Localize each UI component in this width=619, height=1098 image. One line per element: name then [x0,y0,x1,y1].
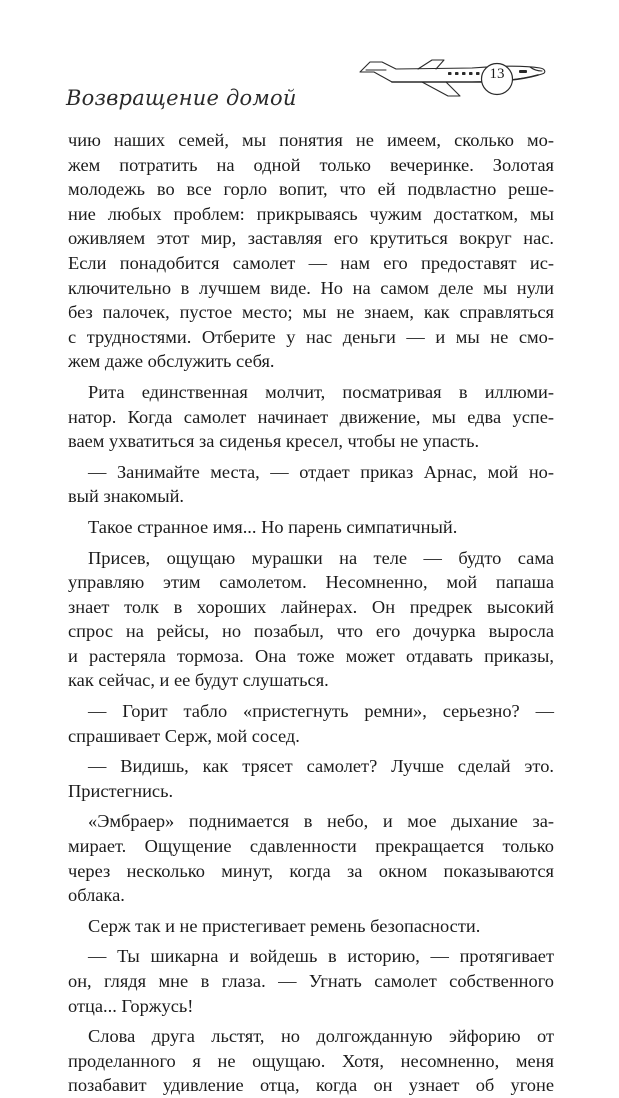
text-line: мирает. Ощущение сдавленности прекращается только [68,836,554,857]
text-line: — Видишь, как трясет самолет? Лучше сделай это. [88,756,554,777]
text-line: вый знакомый. [68,486,185,507]
text-line: как сейчас, и ее будут слушаться. [68,670,329,691]
text-line: Пристегнись. [68,780,174,801]
text-line: Серж так и не пристегивает ремень безопасности. [88,915,481,936]
text-line: оживляем этот мир, заставляя его крутиться вокруг нас. [68,228,554,249]
text-line: через несколько минут, когда за окном показываются [68,860,554,881]
text-line: — Занимайте места, — отдает приказ Арнас, мой но- [88,461,554,482]
text-line: отца... Горжусь! [68,995,194,1016]
text-line: — Ты шикарна и войдешь в историю, — протягивает [88,946,554,967]
text-line: «Эмбраер» поднимается в небо, и мое дыхание за- [88,811,554,832]
text-line: Присев, ощущаю мурашки на теле — будто сама [88,547,554,568]
text-line: облака. [68,885,125,906]
text-line: Слова друга льстят, но долгожданную эйфорию от [88,1026,554,1047]
text-line: с трудностями. Отберите у нас деньги — и мы не смо- [68,326,554,347]
page-number: 13 [489,66,505,82]
text-line: натор. Когда самолет начинает движение, мы едва успе- [68,406,554,427]
text-line: ние любых проблем: прикрываясь чужим достатком, мы [68,203,554,224]
text-line: управляю этим самолетом. Несомненно, мой папаша [68,572,554,593]
text-line: чию наших семей, мы понятия не имеем, сколько мо- [68,130,554,150]
body-text [68,128,554,1098]
text-line: — Горит табло «пристегнуть ремни», серьезно? — [88,701,554,722]
text-line: позабавит удивление отца, когда он узнает об угоне [68,1075,554,1096]
text-line: знает толк в хороших лайнерах. Он предрек высокий [68,596,554,617]
text-line: Такое странное имя... Но парень симпатичный. [88,516,458,537]
text-line: без палочек, пустое место; мы не знаем, как справляться [68,302,554,323]
text-line: и растеряла тормоза. Она тоже может отдавать приказы, [68,645,554,666]
text-line: жем даже обслужить себя. [68,351,275,372]
text-line: он, глядя мне в глаза. — Угнать самолет собственного [68,971,554,991]
airplane-icon [352,52,552,102]
text-line: проделанного я не ощущаю. Хотя, несомненно, меня [68,1050,554,1071]
running-header-title: Возвращение домой [66,86,297,110]
text-line: молодежь во все горло вопит, что ей подвластно реше- [68,179,554,200]
text-line: ключительно в лучшем виде. Но на самом деле мы нули [68,277,554,298]
text-line: жем потратить на одной только вечеринке. Золотая [68,154,554,175]
text-line: Рита единственная молчит, посматривая в иллюми- [88,381,554,402]
text-line: спрашивает Серж, мой сосед. [68,725,300,746]
text-line: Если понадобится самолет — нам его предоставят ис- [68,252,554,273]
text-line: ваем ухватиться за сиденья кресел, чтобы не упасть. [68,431,480,452]
text-line: спрос на рейсы, но позабыл, что его дочурка выросла [68,621,554,642]
